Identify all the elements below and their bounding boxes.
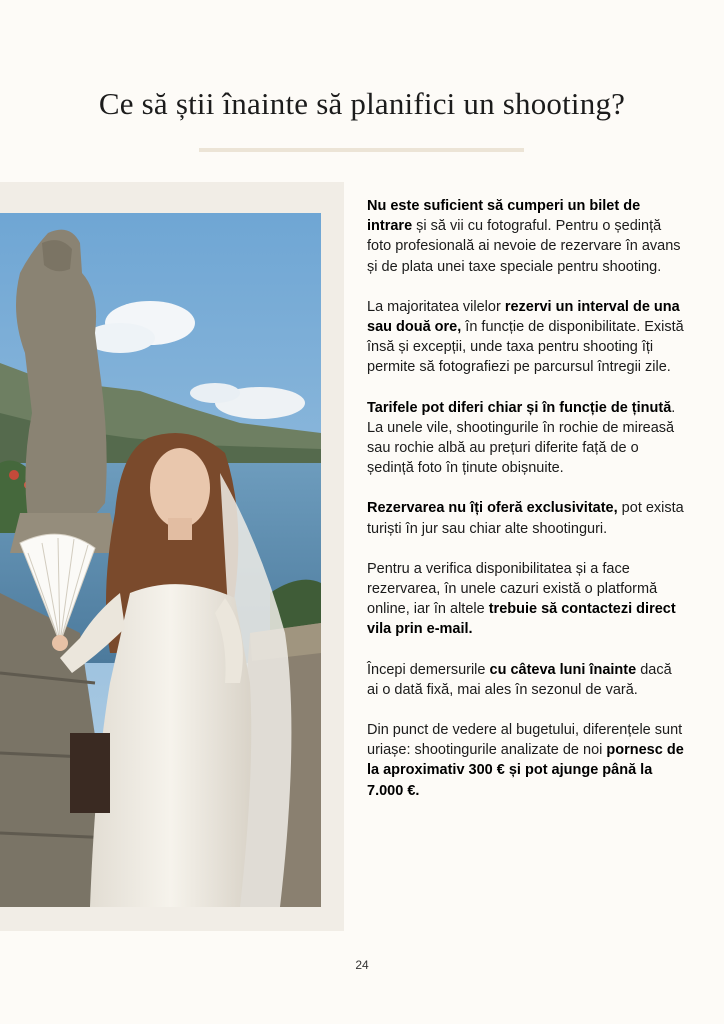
paragraph (367, 498, 685, 538)
bold-text: Tarifele pot diferi chiar și în funcție de ținută (367, 399, 672, 416)
text-run: în funcție de disponibilitate. Există însă și excepții, unde taxa pentru shooting îți permite să fotografiezi pe parcursul întregii zile. (367, 319, 684, 376)
text-run: Începi demersurile (367, 661, 490, 678)
text-run: dacă ai o dată fixă, mai ales în sezonul de vară. (367, 661, 672, 698)
paragraph (367, 196, 685, 277)
bold-text: Rezervarea nu îți oferă exclusivitate, (367, 500, 618, 517)
page-number: 24 (355, 958, 369, 972)
bold-text: pornesc de la aproximativ 300 € și pot ajunge până la 7.000 €. (367, 742, 684, 799)
text-run: La majoritatea vilelor (367, 298, 505, 315)
text-run: Din punct de vedere al bugetului, diferențele sunt uriașe: shootingurile analizate de noi (367, 722, 683, 759)
bride-photo (0, 213, 321, 907)
paragraph (367, 398, 685, 479)
text-run: . La unele vile, shootingurile în rochie de mireasă sau rochie albă au prețuri diferite față de o ședință foto în ținute obișnuite. (367, 399, 676, 477)
text-run: pot exista turiști în jur sau chiar alte shootinguri. (367, 500, 684, 537)
bold-text: cu câteva luni înainte (489, 661, 637, 678)
bold-text: Nu este suficient să cumperi un bilet de intrare (367, 198, 641, 235)
bold-text: trebuie să contactezi direct vila prin e-mail. (367, 601, 676, 638)
info-text (367, 196, 685, 821)
text-run: Pentru a verifica disponibilitatea și a face rezervarea, în unele cazuri există o platformă online, iar în altele (367, 560, 658, 618)
text-run: și să vii cu fotograful. Pentru o ședință foto profesională ai nevoie de rezervare în avans și de plata unei taxe speciale pentru shooting. (367, 218, 681, 275)
title-divider (199, 148, 524, 152)
paragraph (367, 660, 685, 700)
paragraph (367, 297, 685, 378)
bold-text: rezervi un interval de una sau două ore, (367, 298, 680, 336)
paragraph (367, 720, 685, 801)
paragraph (367, 559, 685, 640)
bride-at-lake-villa-photo (0, 213, 321, 907)
page-title: Ce să știi înainte să planifici un shooting? (98, 86, 626, 121)
